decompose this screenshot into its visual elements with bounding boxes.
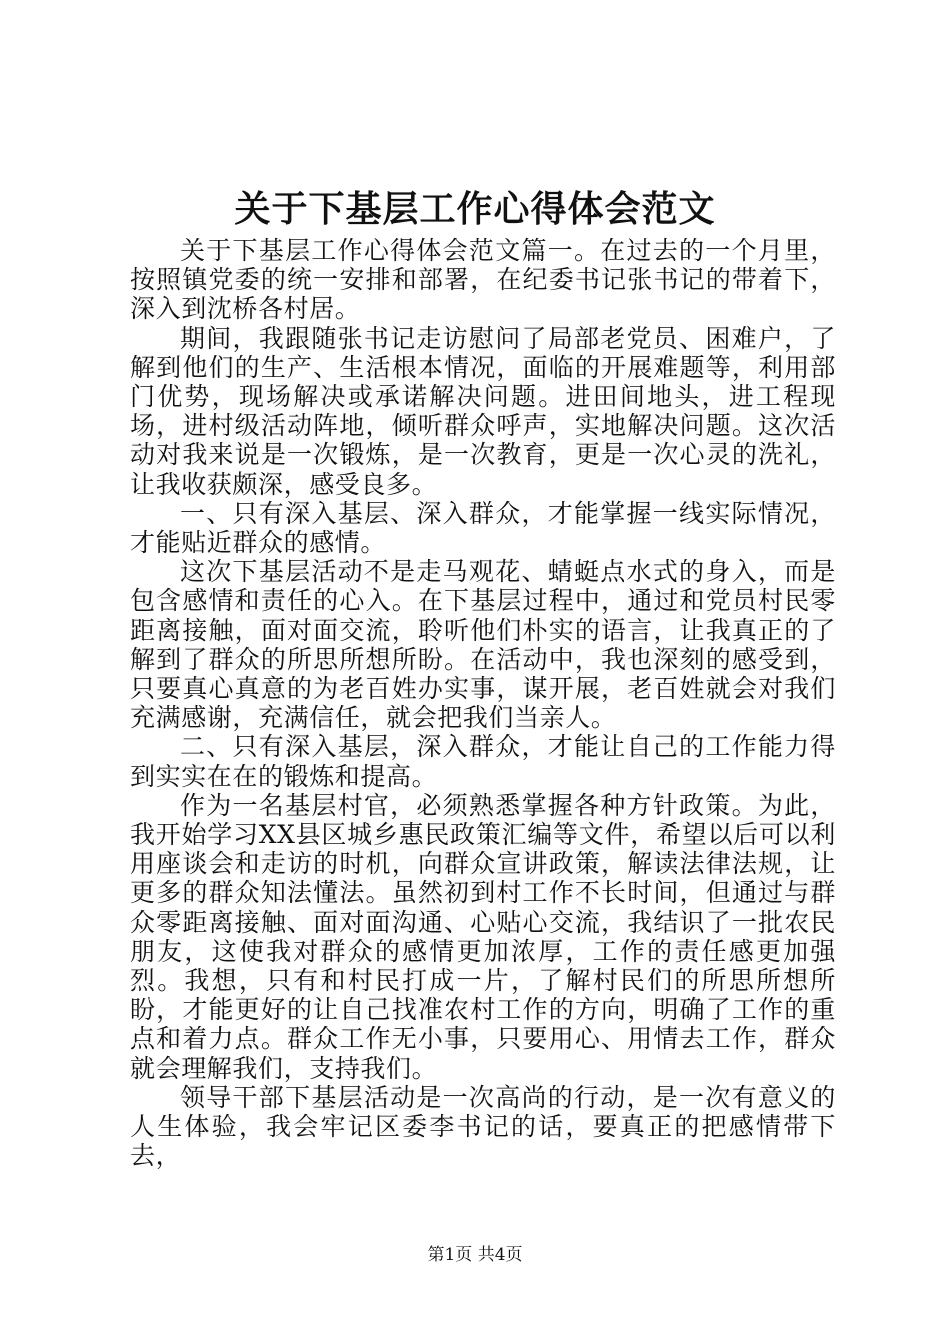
paragraph-1: 关于下基层工作心得体会范文篇一。在过去的一个月里，按照镇党委的统一安排和部署，在纪委书记张书记的带着下，深入到沈桥各村居。 <box>130 236 836 324</box>
page-indicator: 第1页 共4页 <box>427 1245 523 1265</box>
document-title: 关于下基层工作心得体会范文 <box>234 188 716 230</box>
paragraph-5: 领导干部下基层活动是一次高尚的行动，是一次有意义的人生体验，我会牢记区委李书记的话，要真正的把感情带下去， <box>130 1082 836 1171</box>
document-body <box>130 236 836 1171</box>
section-heading-2: 二、只有深入基层，深入群众，才能让自己的工作能力得到实实在在的锻炼和提高。 <box>130 732 836 791</box>
section-heading-1: 一、只有深入基层、深入群众，才能掌握一线实际情况，才能贴近群众的感情。 <box>130 498 836 558</box>
paragraph-4: 作为一名基层村官，必须熟悉掌握各种方针政策。为此，我开始学习XX县区城乡惠民政策汇编等文件，希望以后可以利用座谈会和走访的时机，向群众宣讲政策，解读法律法规，让更多的群众知法懂法。虽然初到村工作不长时间，但通过与群众零距离接触、面对面沟通、心贴心交流，我结识了一批农民朋友，这使我对群众的感情更加浓厚，工作的责任感更加强烈。我想，只有和村民打成一片，了解村民们的所思所想所盼，才能更好的让自己找准农村工作的方向，明确了工作的重点和着力点。群众工作无小事，只要用心、用情去工作，群众就会理解我们，支持我们。 <box>130 790 836 1083</box>
page-footer <box>0 1244 950 1266</box>
paragraph-2: 期间，我跟随张书记走访慰问了局部老党员、困难户，了解到他们的生产、生活根本情况，面临的开展难题等，利用部门优势，现场解决或承诺解决问题。进田间地头，进工程现场，进村级活动阵地，倾听群众呼声，实地解决问题。这次活动对我来说是一次锻炼，是一次教育，更是一次心灵的洗礼，让我收获颇深，感受良多。 <box>130 323 836 499</box>
paragraph-3: 这次下基层活动不是走马观花、蜻蜓点水式的身入，而是包含感情和责任的心入。在下基层过程中，通过和党员村民零距离接触，面对面交流，聆听他们朴实的语言，让我真正的了解到了群众的所思所想所盼。在活动中，我也深刻的感受到，只要真心真意的为老百姓办实事，谋开展，老百姓就会对我们充满感谢，充满信任，就会把我们当亲人。 <box>130 557 836 733</box>
